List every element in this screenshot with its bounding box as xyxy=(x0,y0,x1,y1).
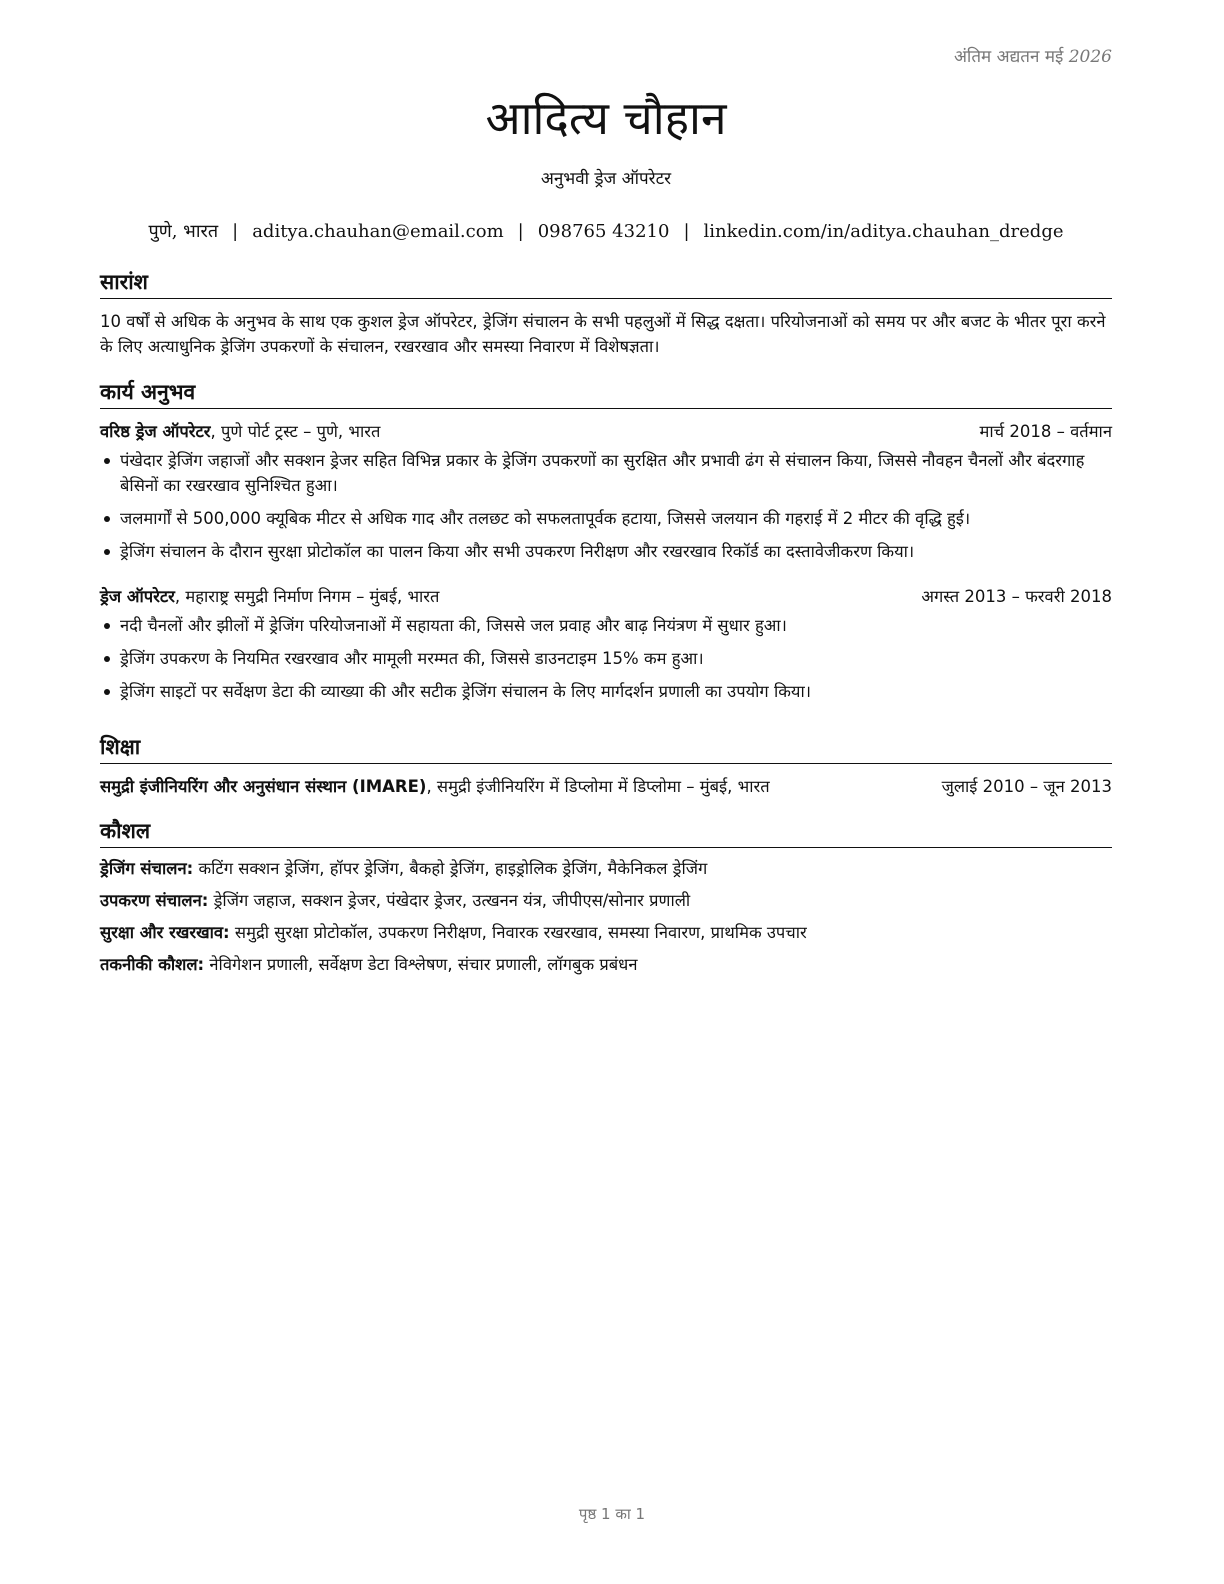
job-header xyxy=(100,419,1112,442)
job-org: , महाराष्ट्र समुद्री निर्माण निगम – मुंबई, भारत xyxy=(174,587,440,606)
skill-label: सुरक्षा और रखरखाव: xyxy=(100,923,230,942)
separator: | xyxy=(232,221,239,242)
job-entry xyxy=(100,419,1112,564)
job-dates: मार्च 2018 – वर्तमान xyxy=(979,422,1112,441)
skill-value: समुद्री सुरक्षा प्रोटोकॉल, उपकरण निरीक्षण, निवारक रखरखाव, समस्या निवारण, प्राथमिक उपचार xyxy=(229,923,807,942)
education-entry xyxy=(100,774,1112,797)
skill-line xyxy=(100,922,1112,944)
contact-location: पुणे, भारत xyxy=(148,221,219,242)
job-bullet: पंखेदार ड्रेजिंग जहाजों और सक्शन ड्रेजर सहित विभिन्न प्रकार के ड्रेजिंग उपकरणों का सुरक्षित और प्रभावी ढंग से संचालन किया, जिससे नौवहन चैनलों और बंदरगाह बेसिनों का रखरखाव सुनिश्चित हुआ। xyxy=(120,448,1112,498)
skills-section xyxy=(100,817,1112,986)
section-title-education: शिक्षा xyxy=(100,733,1112,764)
job-bullet: ड्रेजिंग साइटों पर सर्वेक्षण डेटा की व्याख्या की और सटीक ड्रेजिंग संचालन के लिए मार्गदर्शन प्रणाली का उपयोग किया। xyxy=(120,679,1112,704)
contact-line xyxy=(100,219,1112,243)
section-title-summary: सारांश xyxy=(100,268,1112,299)
skill-label: तकनीकी कौशल: xyxy=(100,955,205,974)
last-updated-label: अंतिम अद्यतन मई xyxy=(953,47,1064,67)
candidate-headline: अनुभवी ड्रेज ऑपरेटर xyxy=(540,169,672,189)
skill-label: उपकरण संचालन: xyxy=(100,891,209,910)
separator: | xyxy=(517,221,524,242)
summary-section xyxy=(100,268,1112,359)
contact-linkedin[interactable]: linkedin.com/in/aditya.chauhan_dredge xyxy=(703,221,1064,242)
job-entry xyxy=(100,584,1112,704)
page-number: पृष्ठ 1 का 1 xyxy=(578,1505,646,1523)
education-institution: समुद्री इंजीनियरिंग और अनुसंधान संस्थान (IMARE) xyxy=(100,777,427,796)
skill-line xyxy=(100,954,1112,976)
job-header xyxy=(100,584,1112,607)
contact-phone: 098765 43210 xyxy=(537,221,670,242)
candidate-name: आदित्य चौहान xyxy=(485,91,727,145)
job-role: वरिष्ठ ड्रेज ऑपरेटर xyxy=(100,422,211,441)
job-bullets xyxy=(100,448,1112,564)
skill-value: नेविगेशन प्रणाली, सर्वेक्षण डेटा विश्लेषण, संचार प्रणाली, लॉगबुक प्रबंधन xyxy=(204,955,638,974)
education-dates: जुलाई 2010 – जून 2013 xyxy=(941,777,1112,796)
job-bullet: ड्रेजिंग संचालन के दौरान सुरक्षा प्रोटोकॉल का पालन किया और सभी उपकरण निरीक्षण और रखरखाव रिकॉर्ड का दस्तावेजीकरण किया। xyxy=(120,539,1112,564)
contact-email[interactable]: aditya.chauhan@email.com xyxy=(252,221,504,242)
section-title-skills: कौशल xyxy=(100,817,1112,848)
section-title-experience: कार्य अनुभव xyxy=(100,378,1112,409)
last-updated-year: 2026 xyxy=(1068,47,1112,67)
skill-line xyxy=(100,890,1112,912)
education-section xyxy=(100,733,1112,803)
job-role: ड्रेज ऑपरेटर xyxy=(100,587,175,606)
skill-value: कटिंग सक्शन ड्रेजिंग, हॉपर ड्रेजिंग, बैकहो ड्रेजिंग, हाइड्रोलिक ड्रेजिंग, मैकेनिकल ड्रेजिंग xyxy=(193,859,708,878)
job-bullets xyxy=(100,613,1112,704)
skill-line xyxy=(100,858,1112,880)
separator: | xyxy=(683,221,690,242)
job-bullet: ड्रेजिंग उपकरण के नियमित रखरखाव और मामूली मरम्मत की, जिससे डाउनटाइम 15% कम हुआ। xyxy=(120,646,1112,671)
skill-value: ड्रेजिंग जहाज, सक्शन ड्रेजर, पंखेदार ड्रेजर, उत्खनन यंत्र, जीपीएस/सोनार प्रणाली xyxy=(208,891,691,910)
job-bullet: जलमार्गों से 500,000 क्यूबिक मीटर से अधिक गाद और तलछट को सफलतापूर्वक हटाया, जिससे जलयान की गहराई में 2 मीटर की वृद्धि हुई। xyxy=(120,506,1112,531)
job-bullet: नदी चैनलों और झीलों में ड्रेजिंग परियोजनाओं में सहायता की, जिससे जल प्रवाह और बाढ़ नियंत्रण में सुधार हुआ। xyxy=(120,613,1112,638)
education-detail: , समुद्री इंजीनियरिंग में डिप्लोमा में डिप्लोमा – मुंबई, भारत xyxy=(426,777,770,796)
last-updated xyxy=(954,44,1112,67)
job-org: , पुणे पोर्ट ट्रस्ट – पुणे, भारत xyxy=(210,422,381,441)
skill-label: ड्रेजिंग संचालन: xyxy=(100,859,194,878)
job-dates: अगस्त 2013 – फरवरी 2018 xyxy=(921,587,1112,606)
summary-text: 10 वर्षों से अधिक के अनुभव के साथ एक कुशल ड्रेज ऑपरेटर, ड्रेजिंग संचालन के सभी पहलुओं में सिद्ध दक्षता। परियोजनाओं को समय पर और बजट के भीतर पूरा करने के लिए अत्याधुनिक ड्रेजिंग उपकरणों के संचालन, रखरखाव और समस्या निवारण में विशेषज्ञता। xyxy=(100,312,1106,356)
experience-section xyxy=(100,378,1112,712)
